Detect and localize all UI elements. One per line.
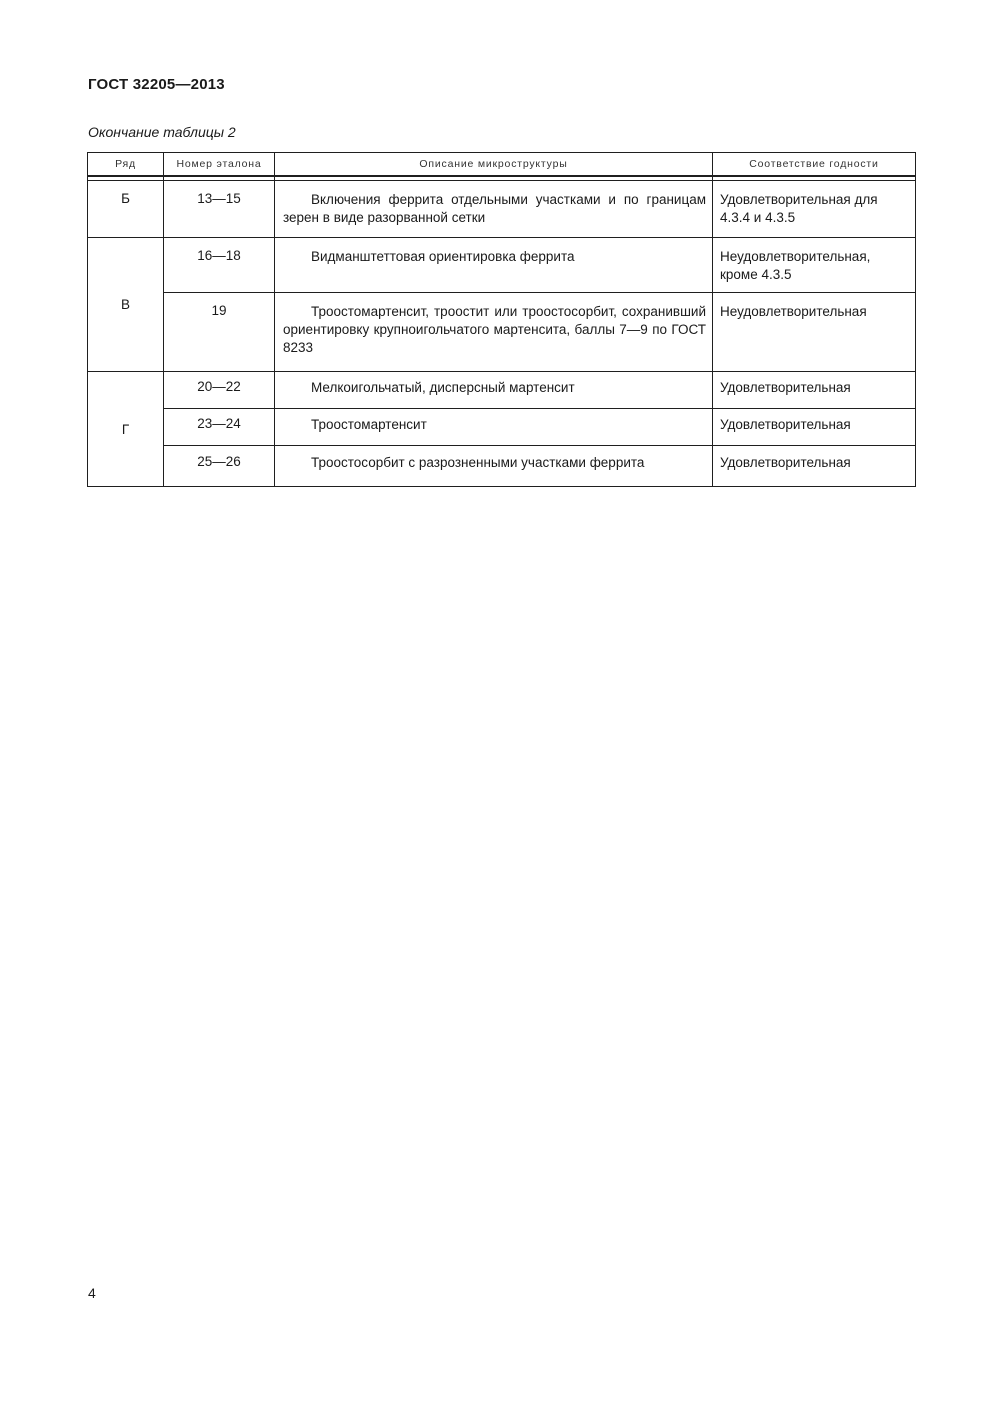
table-row — [88, 372, 916, 409]
description-cell — [275, 293, 713, 372]
column-header-fitness: Соответствие годности — [713, 153, 916, 177]
microstructure-table — [87, 152, 916, 487]
standard-number: 20—22 — [164, 372, 275, 409]
fitness-cell: Неудовлетворительная, кроме 4.3.5 — [713, 238, 916, 293]
fitness-cell: Удовлетворительная — [713, 446, 916, 487]
row-label: В — [88, 238, 164, 372]
table-row — [88, 181, 916, 238]
description-cell — [275, 409, 713, 446]
column-header-description: Описание микроструктуры — [275, 153, 713, 177]
description-cell — [275, 446, 713, 487]
standard-number: 25—26 — [164, 446, 275, 487]
description-text: Троостомартенсит — [311, 417, 427, 432]
description-text: Включения феррита отдельными участками и по границам зерен в виде разорванной сетки — [283, 192, 706, 225]
fitness-cell: Удовлетворительная — [713, 409, 916, 446]
description-text: Троостомартенсит, троостит или троостосорбит, сохранивший ориентировку крупноигольчатого мартенсита, баллы 7—9 по ГОСТ 8233 — [283, 304, 706, 355]
description-text: Видманштеттовая ориентировка феррита — [311, 249, 575, 264]
description-cell — [275, 372, 713, 409]
description-text: Троостосорбит с разрозненными участками феррита — [311, 455, 645, 470]
fitness-cell: Удовлетворительная — [713, 372, 916, 409]
description-cell — [275, 181, 713, 238]
table-row — [88, 409, 916, 446]
fitness-cell: Удовлетворительная для 4.3.4 и 4.3.5 — [713, 181, 916, 238]
standard-number: 23—24 — [164, 409, 275, 446]
column-header-row: Ряд — [88, 153, 164, 177]
table-caption: Окончание таблицы 2 — [88, 124, 236, 140]
fitness-cell: Неудовлетворительная — [713, 293, 916, 372]
table-row — [88, 293, 916, 372]
table-header-row — [88, 153, 916, 177]
standard-number: 19 — [164, 293, 275, 372]
standard-number: 16—18 — [164, 238, 275, 293]
description-text: Мелкоигольчатый, дисперсный мартенсит — [311, 380, 575, 395]
page-number: 4 — [88, 1285, 96, 1301]
standard-number: 13—15 — [164, 181, 275, 238]
row-label: Б — [88, 181, 164, 238]
row-label: Г — [88, 372, 164, 487]
description-cell — [275, 238, 713, 293]
table-row — [88, 446, 916, 487]
document-code: ГОСТ 32205—2013 — [88, 76, 225, 93]
table-row — [88, 238, 916, 293]
column-header-number: Номер эталона — [164, 153, 275, 177]
